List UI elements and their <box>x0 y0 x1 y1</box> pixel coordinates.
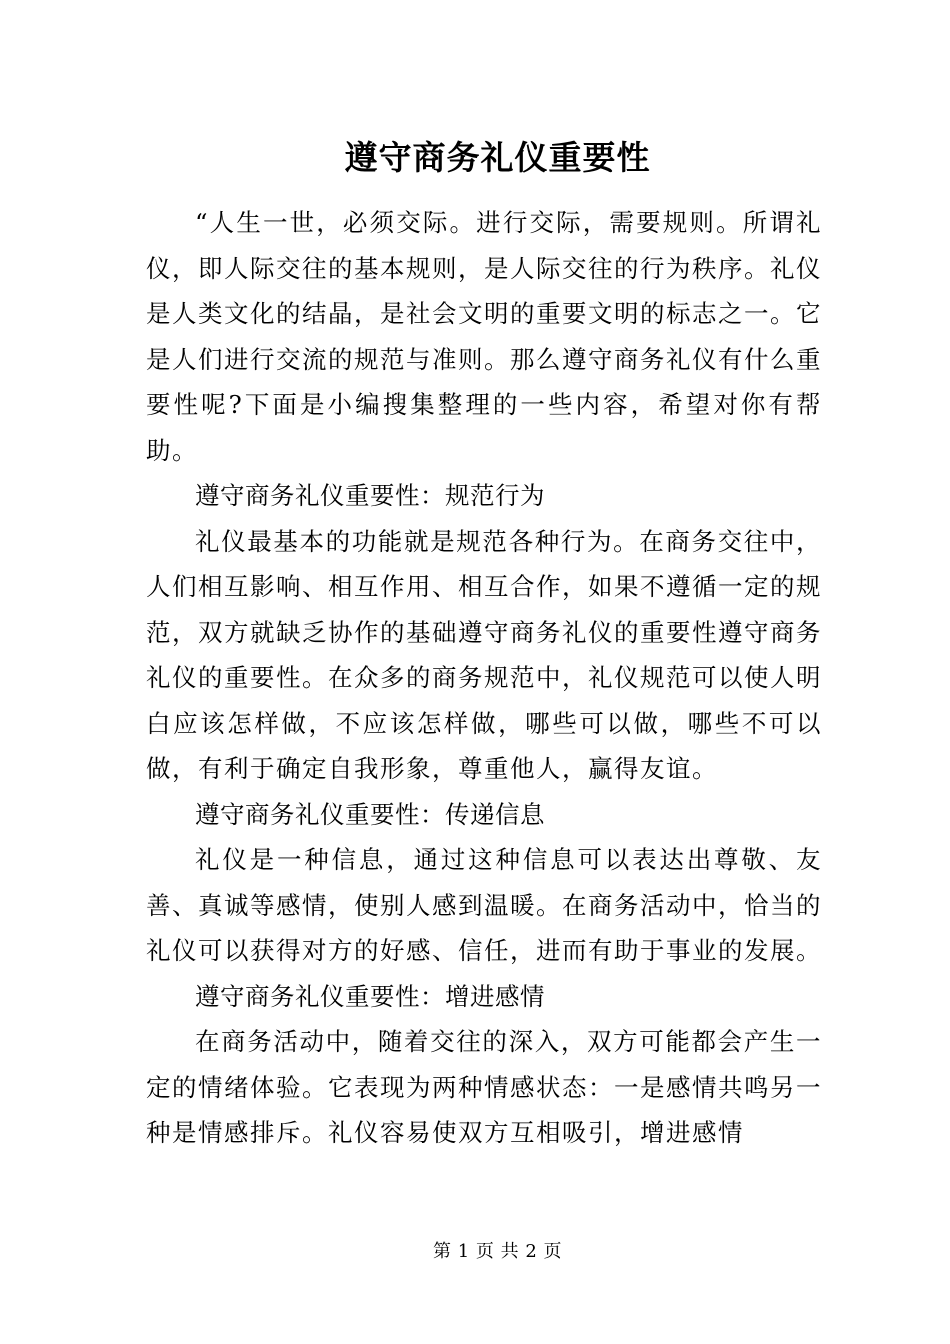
section-paragraph-enhance-relationship: 在商务活动中，随着交往的深入，双方可能都会产生一定的情绪体验。它表现为两种情感状态：一是感情共鸣另一种是情感排斥。礼仪容易使双方互相吸引，增进感情 <box>146 1027 822 1147</box>
section-heading-convey-information: 遵守商务礼仪重要性：传递信息 <box>195 799 545 829</box>
page-number-footer: 第 1 页 共 2 页 <box>432 1241 562 1262</box>
section-heading-enhance-relationship: 遵守商务礼仪重要性：增进感情 <box>195 981 545 1011</box>
document-title: 遵守商务礼仪重要性 <box>344 138 651 177</box>
section-heading-regulate-behavior: 遵守商务礼仪重要性：规范行为 <box>195 481 545 510</box>
document-body <box>146 200 822 1156</box>
intro-paragraph: “人生一世，必须交际。进行交际，需要规则。所谓礼仪，即人际交往的基本规则，是人际交往的行为秩序。礼仪是人类文化的结晶，是社会文明的重要文明的标志之一。它是人们进行交流的规范与准则。那么遵守商务礼仪有什么重要性呢?下面是小编搜集整理的一些内容，希望对你有帮助。 <box>146 208 822 465</box>
section-paragraph-regulate-behavior: 礼仪最基本的功能就是规范各种行为。在商务交往中，人们相互影响、相互作用、相互合作，如果不遵循一定的规范，双方就缺乏协作的基础遵守商务礼仪的重要性遵守商务礼仪的重要性。在众多的商务规范中，礼仪规范可以使人明白应该怎样做，不应该怎样做，哪些可以做，哪些不可以做，有利于确定自我形象，尊重他人，赢得友谊。 <box>146 526 822 783</box>
section-paragraph-convey-information: 礼仪是一种信息，通过这种信息可以表达出尊敬、友善、真诚等感情，使别人感到温暖。在商务活动中，恰当的礼仪可以获得对方的好感、信任，进而有助于事业的发展。 <box>146 845 822 965</box>
